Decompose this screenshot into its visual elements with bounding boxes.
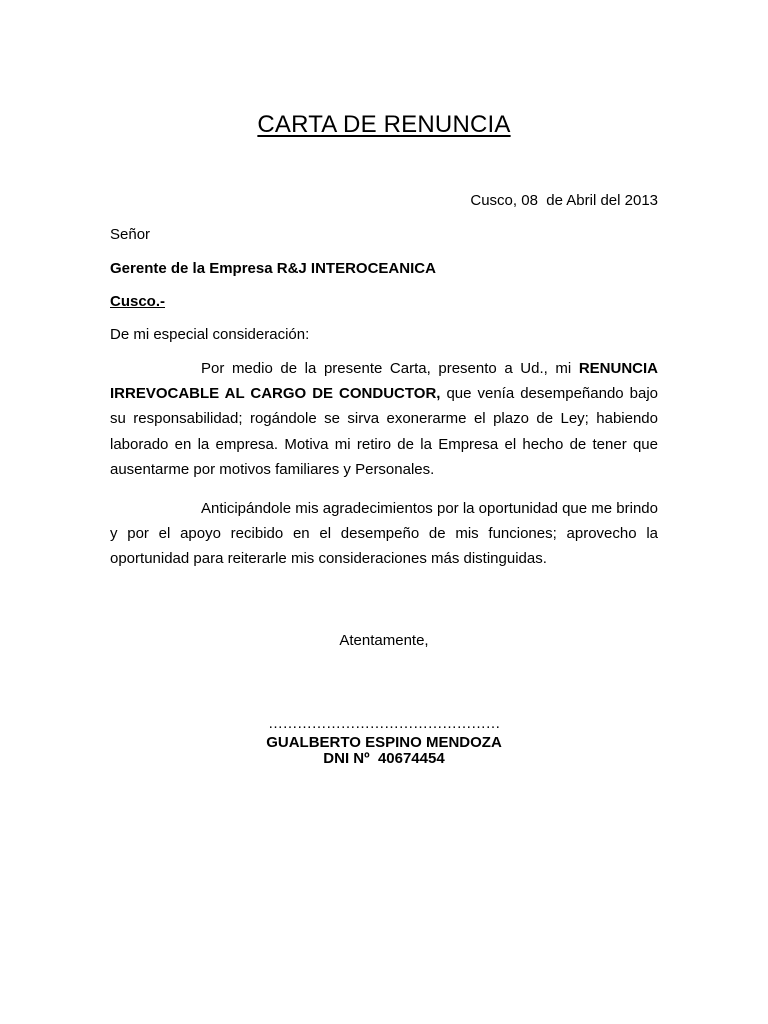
signer-name: GUALBERTO ESPINO MENDOZA: [266, 734, 502, 751]
recipient: Gerente de la Empresa R&J INTEROCEANICA: [110, 260, 436, 277]
signer-id: DNI Nº 40674454: [323, 750, 445, 767]
closing: Atentamente,: [339, 632, 429, 649]
date-line: Cusco, 08 de Abril del 2013: [470, 192, 658, 209]
paragraph-1-rest: que venía desempeñando bajo su responsabilidad; rogándole se sirva exonerarme el plazo de Ley; habiendo laborado en la empresa. Motiva mi retiro de la Empresa el hecho de tener que ausentarme por motivos familiares y Personales.: [110, 385, 658, 478]
body-paragraph-2: Anticipándole mis agradecimientos por la oportunidad que me brindo y por el apoyo recibido en el desempeño de mis funciones; aprovecho la oportunidad para reiterarle mis consideraciones más distinguidas.: [110, 500, 658, 568]
recipient-city: Cusco.-: [110, 293, 166, 310]
greeting: De mi especial consideración:: [110, 326, 310, 343]
paragraph-1-lead: Por medio de la presente Carta, presento a Ud., mi: [201, 360, 579, 377]
salutation: Señor: [110, 226, 151, 243]
body-paragraph-1: [110, 356, 658, 482]
signature-line: …………………………………………: [268, 715, 500, 732]
paragraph-1-emphasis: RENUNCIA IRREVOCABLE AL CARGO DE CONDUCTOR,: [110, 360, 658, 403]
document-title: CARTA DE RENUNCIA: [257, 111, 511, 138]
